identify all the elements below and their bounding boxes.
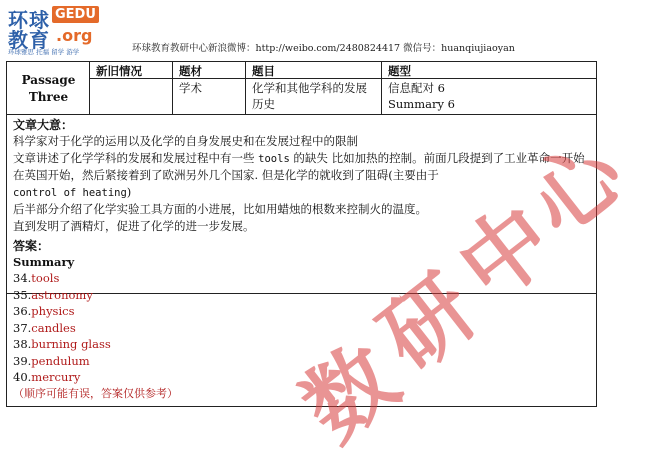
logo-tagline: 环球雅思 托福 留学 游学 [8, 48, 80, 56]
answer-number: 37. [13, 320, 32, 335]
summary-p2-control: control of heating [13, 186, 127, 199]
material-value: 学术 [179, 81, 202, 95]
answer-item [13, 303, 590, 320]
logo-text-huanqiu: 环球 [8, 8, 50, 32]
answer-word: mercury [31, 370, 81, 384]
answer-number: 34. [13, 271, 32, 285]
summary-paragraph-4: 直到发明了酒精灯，促进了化学的进一步发展。 [13, 218, 255, 233]
answer-item [13, 353, 590, 370]
topic-value: 化学和其他学科的发展历史 [252, 81, 367, 111]
answer-word: physics [31, 304, 75, 318]
new-old-cell [90, 62, 173, 114]
answer-number: 38. [13, 337, 32, 351]
summary-paragraph-1: 科学家对于化学的运用以及化学的自身发展史和在发展过程中的限制 [13, 134, 358, 148]
answer-word: pendulum [31, 353, 90, 368]
header-info-line: 环球教育教研中心新浪微博：http://weibo.com/2480824417 微信号：huanqiujiaoyan [132, 43, 515, 54]
passage-label-line1: Passage [21, 73, 76, 87]
logo-gedu-badge: GEDU [52, 6, 99, 23]
answer-item [13, 320, 590, 337]
passage-table [6, 61, 597, 407]
answer-item [13, 287, 590, 304]
answer-number: 39. [13, 353, 32, 368]
passage-cell [7, 62, 90, 114]
gedu-logo [8, 4, 128, 56]
summary-title: 文章大意： [13, 118, 74, 132]
answer-word: astronomy [31, 287, 93, 302]
header-divider [90, 78, 596, 79]
summary-p2-part-a: 文章讲述了化学学科的发展和发展过程中有一些 [13, 150, 259, 165]
material-cell [173, 62, 246, 114]
table-header-row [7, 62, 596, 115]
summary-p2-part-b: 的缺失 比如加热的控制。前面几段提到了工业革命一开始在英国开始，然后紧接着到了欧洲另外几个国家. 但是化学的就收到了阻碍(主要由于 [13, 150, 585, 182]
watermark-char: 研 [361, 255, 495, 391]
answer-word: tools [31, 271, 60, 285]
question-type-line2: Summary 6 [388, 97, 455, 111]
answer-number: 36. [13, 304, 32, 318]
answer-word: candles [31, 320, 76, 335]
question-type-line1: 信息配对 6 [388, 81, 445, 95]
summary-p2-part-c: ) [126, 184, 132, 199]
question-type-value [388, 80, 455, 112]
passage-label-line2: Three [28, 90, 69, 104]
topic-header: 题目 [252, 64, 275, 78]
summary-paragraph-3: 后半部分介绍了化学实验工具方面的小进展，比如用蜡烛的根数来控制火的温度。 [13, 202, 427, 216]
answer-item [13, 270, 590, 287]
logo-org-text: .org [56, 26, 93, 45]
watermark-char: 数 [283, 325, 417, 461]
new-old-header: 新旧情况 [96, 64, 142, 78]
logo-text-jiaoyu: 教育 [8, 28, 50, 52]
answer-section [7, 236, 596, 406]
answer-subtitle: Summary [13, 255, 75, 269]
page-header [0, 0, 603, 64]
summary-p2-tools: tools [258, 152, 290, 165]
answer-item [13, 336, 590, 353]
topic-cell [246, 62, 382, 114]
answer-number: 40. [13, 370, 32, 384]
answer-word: burning glass [31, 337, 111, 351]
question-type-header: 题型 [388, 64, 411, 78]
question-type-cell [382, 62, 596, 114]
watermark-char: 心 [509, 120, 643, 256]
answer-title: 答案： [13, 239, 50, 253]
passage-label [7, 72, 90, 106]
summary-paragraph-2 [13, 150, 590, 202]
watermark-char: 中 [439, 185, 573, 321]
material-header: 题材 [179, 64, 202, 78]
answer-item [13, 369, 590, 386]
answer-note: （顺序可能有误，答案仅供参考） [13, 386, 178, 400]
answer-number: 35. [13, 287, 32, 302]
